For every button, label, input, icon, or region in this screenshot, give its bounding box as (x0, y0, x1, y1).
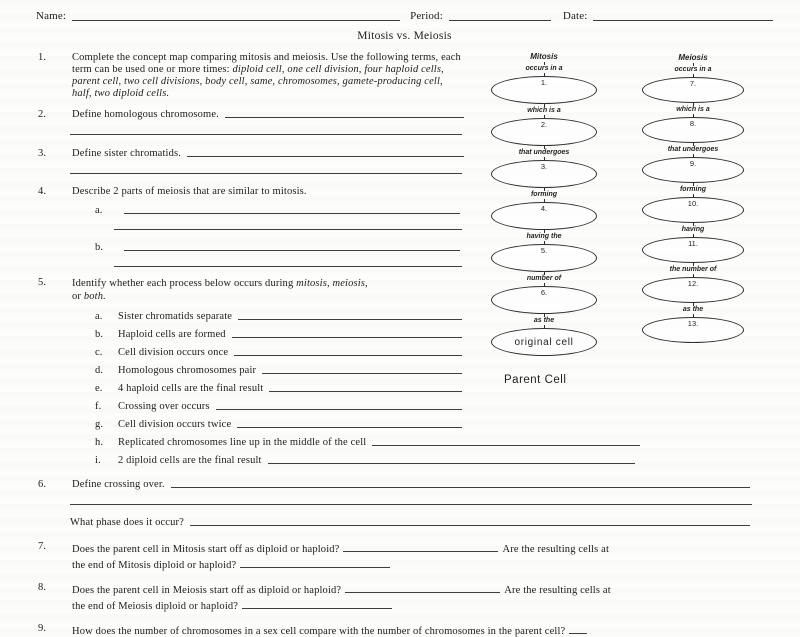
map-node-3 (491, 160, 597, 188)
question-6-blank (171, 486, 750, 488)
map-link-label: having (681, 226, 705, 233)
map-node-number: 5. (540, 246, 548, 255)
map-link-label: which is a (527, 107, 561, 114)
question-6-text: Define crossing over. (72, 479, 165, 490)
map-link-label: having the (526, 233, 562, 240)
item-letter: e. (95, 383, 103, 394)
map-link-label: as the (682, 306, 704, 313)
map-node-number: 8. (689, 119, 697, 128)
question-7-part-a: Does the parent cell in Mitosis start off as diploid or haploid? (72, 544, 340, 555)
item-letter: i. (95, 455, 101, 466)
question-7-number: 7. (38, 541, 47, 552)
question-5 (36, 277, 464, 303)
question-6 (36, 479, 750, 490)
item-blank (234, 354, 462, 356)
question-2-text: Define homologous chromosome. (72, 109, 219, 120)
question-5-item-g (95, 419, 462, 430)
question-4-item-b (95, 242, 460, 253)
page-header (36, 10, 773, 22)
name-blank (72, 10, 400, 21)
map-node-13 (642, 317, 744, 343)
question-8-part-a: Does the parent cell in Meiosis start off as diploid or haploid? (72, 585, 342, 596)
question-1 (36, 52, 464, 100)
map-node-1 (491, 76, 597, 104)
question-8 (36, 582, 750, 614)
item-blank (268, 462, 635, 464)
question-4-text: Describe 2 parts of meiosis that are similar to mitosis. (72, 186, 307, 197)
question-6-followup (70, 517, 750, 528)
item-text: Haploid cells are formed (118, 329, 226, 340)
item-blank (269, 390, 462, 392)
question-5-item-e (95, 383, 462, 394)
question-1-lead: Complete the concept map comparing mitosis and meiosis. Use the following terms, each term can be used one or more times: (72, 52, 461, 75)
map-link-label: occurs in a (525, 65, 563, 72)
item-text: 2 diploid cells are the final result (118, 455, 262, 466)
question-7-part-c: the end of Mitosis diploid or haploid? (72, 560, 237, 571)
meiosis-heading: Meiosis (678, 53, 708, 62)
map-node-8 (642, 117, 744, 143)
question-2-continuation-line (70, 134, 462, 135)
item-blank (372, 444, 640, 446)
map-node-11 (642, 237, 744, 263)
question-2-blank (225, 116, 464, 118)
question-5-intro-italic-2: both. (83, 291, 106, 302)
map-node-5 (491, 244, 597, 272)
item-letter: g. (95, 419, 104, 430)
item-b-letter: b. (95, 242, 104, 253)
map-node-4 (491, 202, 597, 230)
question-6-followup-text: What phase does it occur? (70, 517, 184, 528)
item-letter: c. (95, 347, 103, 358)
question-5-intro-or: or (72, 291, 84, 302)
map-node-number: 12. (687, 279, 699, 288)
question-5-item-f (95, 401, 462, 412)
map-link-label: the number of (669, 266, 717, 273)
question-9 (36, 623, 750, 637)
item-text: 4 haploid cells are the final result (118, 383, 264, 394)
map-node-number: 13. (687, 319, 699, 328)
question-1-terms: diploid cell, one cell division, four haploid cells, parent cell, two cell divisions, body cell, same, chromosomes, gamete-producing cell, half, two diploid cells. (72, 64, 444, 99)
date-label: Date: (562, 10, 588, 22)
item-letter: f. (95, 401, 102, 412)
map-node-10 (642, 197, 744, 223)
item-blank (232, 336, 462, 338)
item-text: Cell division occurs twice (118, 419, 232, 430)
map-node-number: 9. (689, 159, 697, 168)
map-link-label: forming (530, 191, 558, 198)
question-5-item-c (95, 347, 462, 358)
question-7-blank-2 (240, 557, 390, 568)
question-5-item-a (95, 311, 462, 322)
question-9-text (72, 623, 750, 637)
item-blank (238, 318, 462, 320)
item-letter: h. (95, 437, 104, 448)
question-4 (36, 186, 464, 197)
question-1-number: 1. (38, 52, 47, 63)
item-text: Cell division occurs once (118, 347, 229, 358)
question-2-row (72, 109, 464, 120)
map-node-text: original cell (514, 336, 574, 348)
question-7-text (72, 541, 750, 573)
item-a-continuation-line (114, 229, 462, 230)
period-blank (449, 10, 551, 21)
question-3-continuation-line (70, 173, 462, 174)
map-node-9 (642, 157, 744, 183)
question-5-intro-plain: Identify whether each process below occurs during (72, 278, 297, 289)
question-3-number: 3. (38, 148, 47, 159)
name-label: Name: (36, 10, 67, 22)
question-8-text (72, 582, 750, 614)
item-a-blank (124, 212, 460, 214)
question-6-continuation-line (70, 504, 752, 505)
question-4-item-a (95, 205, 460, 216)
question-3-blank (187, 155, 464, 157)
question-9-prompt: How does the number of chromosomes in a sex cell compare with the number of chromosomes in the parent cell? (72, 626, 566, 637)
item-letter: d. (95, 365, 104, 376)
question-2-number: 2. (38, 109, 47, 120)
map-link-label: that undergoes (667, 146, 719, 153)
item-text: Replicated chromosomes line up in the middle of the cell (118, 437, 367, 448)
question-2 (36, 109, 464, 120)
mitosis-heading: Mitosis (530, 52, 558, 61)
question-8-number: 8. (38, 582, 47, 593)
question-6-number: 6. (38, 479, 47, 490)
question-5-item-h (95, 437, 640, 448)
question-3-text: Define sister chromatids. (72, 148, 182, 159)
question-1-text (72, 52, 464, 100)
period-label: Period: (410, 10, 443, 22)
item-letter: a. (95, 311, 103, 322)
map-node-number: 3. (540, 162, 548, 171)
question-5-number: 5. (38, 277, 47, 288)
item-letter: b. (95, 329, 104, 340)
map-link-label: as the (533, 317, 555, 324)
question-9-number: 9. (38, 623, 47, 634)
map-node-12 (642, 277, 744, 303)
item-blank (237, 426, 462, 428)
map-node-number: 7. (689, 79, 697, 88)
map-node-6 (491, 286, 597, 314)
question-5-intro-italic-1: mitosis, meiosis, (296, 278, 368, 289)
item-b-blank (124, 249, 460, 251)
date-blank (593, 10, 773, 21)
question-8-part-b: Are the resulting cells at (504, 585, 611, 596)
question-5-intro (72, 277, 464, 303)
question-5-item-d (95, 365, 462, 376)
question-7-blank-1 (343, 541, 498, 552)
item-text: Homologous chromosomes pair (118, 365, 257, 376)
parent-cell-caption: Parent Cell (504, 374, 567, 386)
question-8-blank-1 (345, 582, 500, 593)
map-node-number: 2. (540, 120, 548, 129)
question-6-followup-blank (190, 524, 750, 526)
item-text: Sister chromatids separate (118, 311, 233, 322)
map-node-original-cell (491, 328, 597, 356)
item-b-continuation-line (114, 266, 462, 267)
question-5-item-b (95, 329, 462, 340)
question-8-part-c: the end of Meiosis diploid or haploid? (72, 601, 239, 612)
meiosis-concept-map (640, 53, 746, 343)
question-9-blank (569, 623, 587, 634)
map-node-number: 10. (687, 199, 699, 208)
map-link-label: number of (526, 275, 562, 282)
map-node-7 (642, 77, 744, 103)
map-link-label: occurs in a (674, 66, 712, 73)
map-node-2 (491, 118, 597, 146)
question-6-row (72, 479, 750, 490)
mitosis-concept-map (488, 52, 600, 386)
question-3-row (72, 148, 464, 159)
question-7-part-b: Are the resulting cells at (502, 544, 610, 555)
map-link-label: that undergoes (518, 149, 570, 156)
item-blank (216, 408, 462, 410)
question-3 (36, 148, 464, 159)
question-7 (36, 541, 750, 573)
map-node-number: 6. (540, 288, 548, 297)
map-link-label: forming (679, 186, 707, 193)
item-blank (262, 372, 462, 374)
map-link-label: which is a (676, 106, 710, 113)
question-4-number: 4. (38, 186, 47, 197)
map-node-number: 4. (540, 204, 548, 213)
page-title: Mitosis vs. Meiosis (357, 30, 452, 42)
item-a-letter: a. (95, 205, 103, 216)
item-text: Crossing over occurs (118, 401, 210, 412)
map-node-number: 11. (688, 239, 698, 248)
map-node-number: 1. (540, 78, 548, 87)
question-5-item-i (95, 455, 635, 466)
